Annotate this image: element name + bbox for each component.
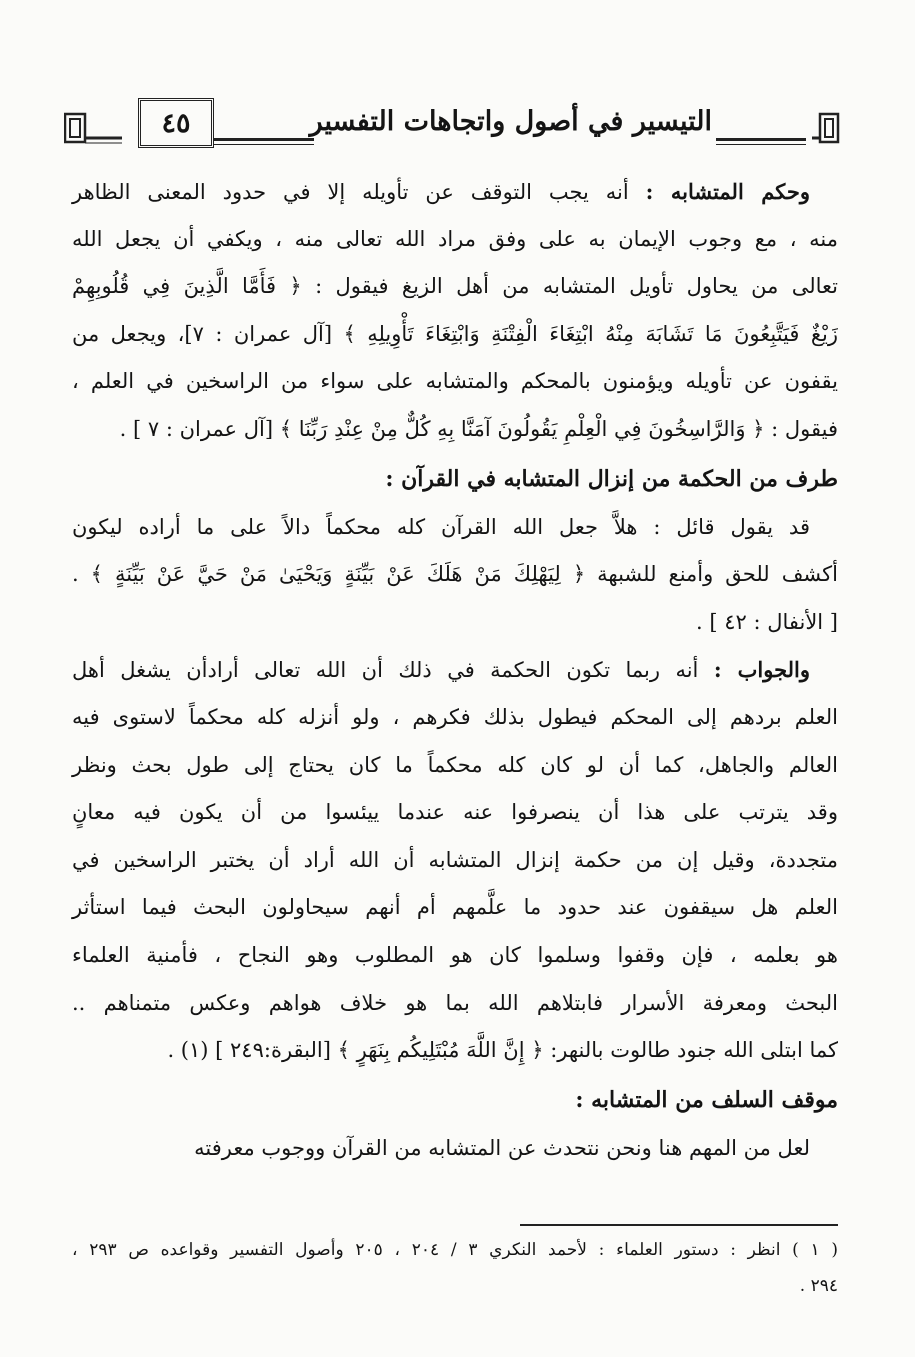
footnote-rule (520, 1224, 838, 1226)
running-title: التيسير في أصول واتجاهات التفسير (309, 106, 712, 137)
text-line: فيقول : ﴿ وَالرَّاسِخُونَ فِي الْعِلْمِ يَقُولُونَ آمَنَّا بِهِ كُلٌّ مِنْ عِنْدِ رَبِّنَا ﴾ [آل عمران : ٧ ] . (119, 416, 838, 441)
text-line: وقد يترتب على هذا أن ينصرفوا عنه عندما ييئسوا من أن يكون فيه معانٍ (72, 800, 838, 825)
text-line: البحث ومعرفة الأسرار فابتلاهم الله بما هو خلاف هواهم وعكس متمناهم .. (72, 990, 838, 1015)
header-rule-right (716, 138, 806, 141)
footnote-line: ٢٩٤ . (799, 1276, 838, 1296)
page-header (64, 92, 842, 154)
header-left-ornament-icon (64, 112, 122, 146)
text-line: قد يقول قائل : هلاَّ جعل الله القرآن كله محكماً دالاً على ما أراده ليكون (72, 514, 810, 539)
text-line: [ الأنفال : ٤٢ ] . (695, 609, 838, 634)
text-line: منه ، مع وجوب الإيمان به على وفق مراد الله تعالى منه ، ويكفي أن يجعل الله (72, 226, 838, 251)
text-line: العلم هل سيقفون عند حدود ما علَّمهم أم أنهم سيحاولون البحث فيما استأثر (72, 895, 838, 920)
section-heading: موقف السلف من المتشابه : (575, 1086, 838, 1113)
text-line: أكشف للحق وأمنع للشبهة ﴿ لِيَهْلِكَ مَنْ هَلَكَ عَنْ بَيِّنَةٍ وَيَحْيَىٰ مَنْ حَيَّ عَنْ بَيِّنَةٍ ﴾ . (72, 562, 838, 587)
footnote-line: ( ١ ) انظر : دستور العلماء : لأحمد النكري ٣ / ٢٠٤ ، ٢٠٥ وأصول التفسير وقواعده ص ٢٩٣ ، (72, 1240, 839, 1260)
text-line: متجددة، وقيل إن من حكمة إنزال المتشابه أن الله أراد أن يختبر الراسخين في (72, 847, 838, 872)
page-number: ٤٥ (161, 107, 191, 139)
header-right-ornament-icon (812, 112, 842, 146)
main-text (72, 168, 838, 1172)
text-line: العلم بردهم إلى المحكم فيطول بذلك فكرهم ، ولو أنزله كله محكماً لاستوى فيه (72, 704, 838, 729)
text-line: لعل من المهم هنا ونحن نتحدث عن المتشابه من القرآن ووجوب معرفته (194, 1135, 810, 1160)
header-rule-left (214, 138, 314, 141)
page-number-box (138, 98, 214, 148)
section-heading: طرف من الحكمة من إنزال المتشابه في القرآن : (385, 465, 838, 492)
text-line: كما ابتلى الله جنود طالوت بالنهر: ﴿ إِنَّ اللَّهَ مُبْتَلِيكُم بِنَهَرٍ ﴾ [البقرة:٢٤٩ ] (١) . (167, 1038, 838, 1063)
text-line: العالم والجاهل، كما أن لو كان كله محكماً ما كان يحتاج إلى طول بحث ونظر (72, 752, 838, 777)
bold-term: والجواب : (713, 657, 811, 683)
text-line: يقفون عن تأويله ويؤمنون بالمحكم والمتشابه على سواء من الراسخين في العلم ، (72, 369, 838, 394)
header-rule-left-thin (214, 144, 314, 145)
footnotes (72, 1232, 838, 1304)
header-rule-right-thin (716, 144, 806, 145)
text-line: هو بعلمه ، فإن وقفوا وسلموا كان هو المطلوب وهو النجاح ، فأمنية العلماء (72, 942, 838, 967)
text-line: وحكم المتشابه : أنه يجب التوقف عن تأويله إلا في حدود المعنى الظاهر (72, 179, 810, 204)
text-line: والجواب : أنه ربما تكون الحكمة في ذلك أن الله تعالى أرادأن يشغل أهل (72, 657, 811, 683)
text-line: زَيْغٌ فَيَتَّبِعُونَ مَا تَشَابَهَ مِنْهُ ابْتِغَاءَ الْفِتْنَةِ وَابْتِغَاءَ تَأْوِيلِهِ ﴾ [آل عمران : ٧]، ويجعل من (72, 321, 838, 346)
text-line: تعالى من يحاول تأويل المتشابه من أهل الزيغ فيقول : ﴿ فَأَمَّا الَّذِينَ فِي قُلُوبِهِمْ (72, 274, 838, 299)
bold-term: وحكم المتشابه : (645, 179, 810, 204)
